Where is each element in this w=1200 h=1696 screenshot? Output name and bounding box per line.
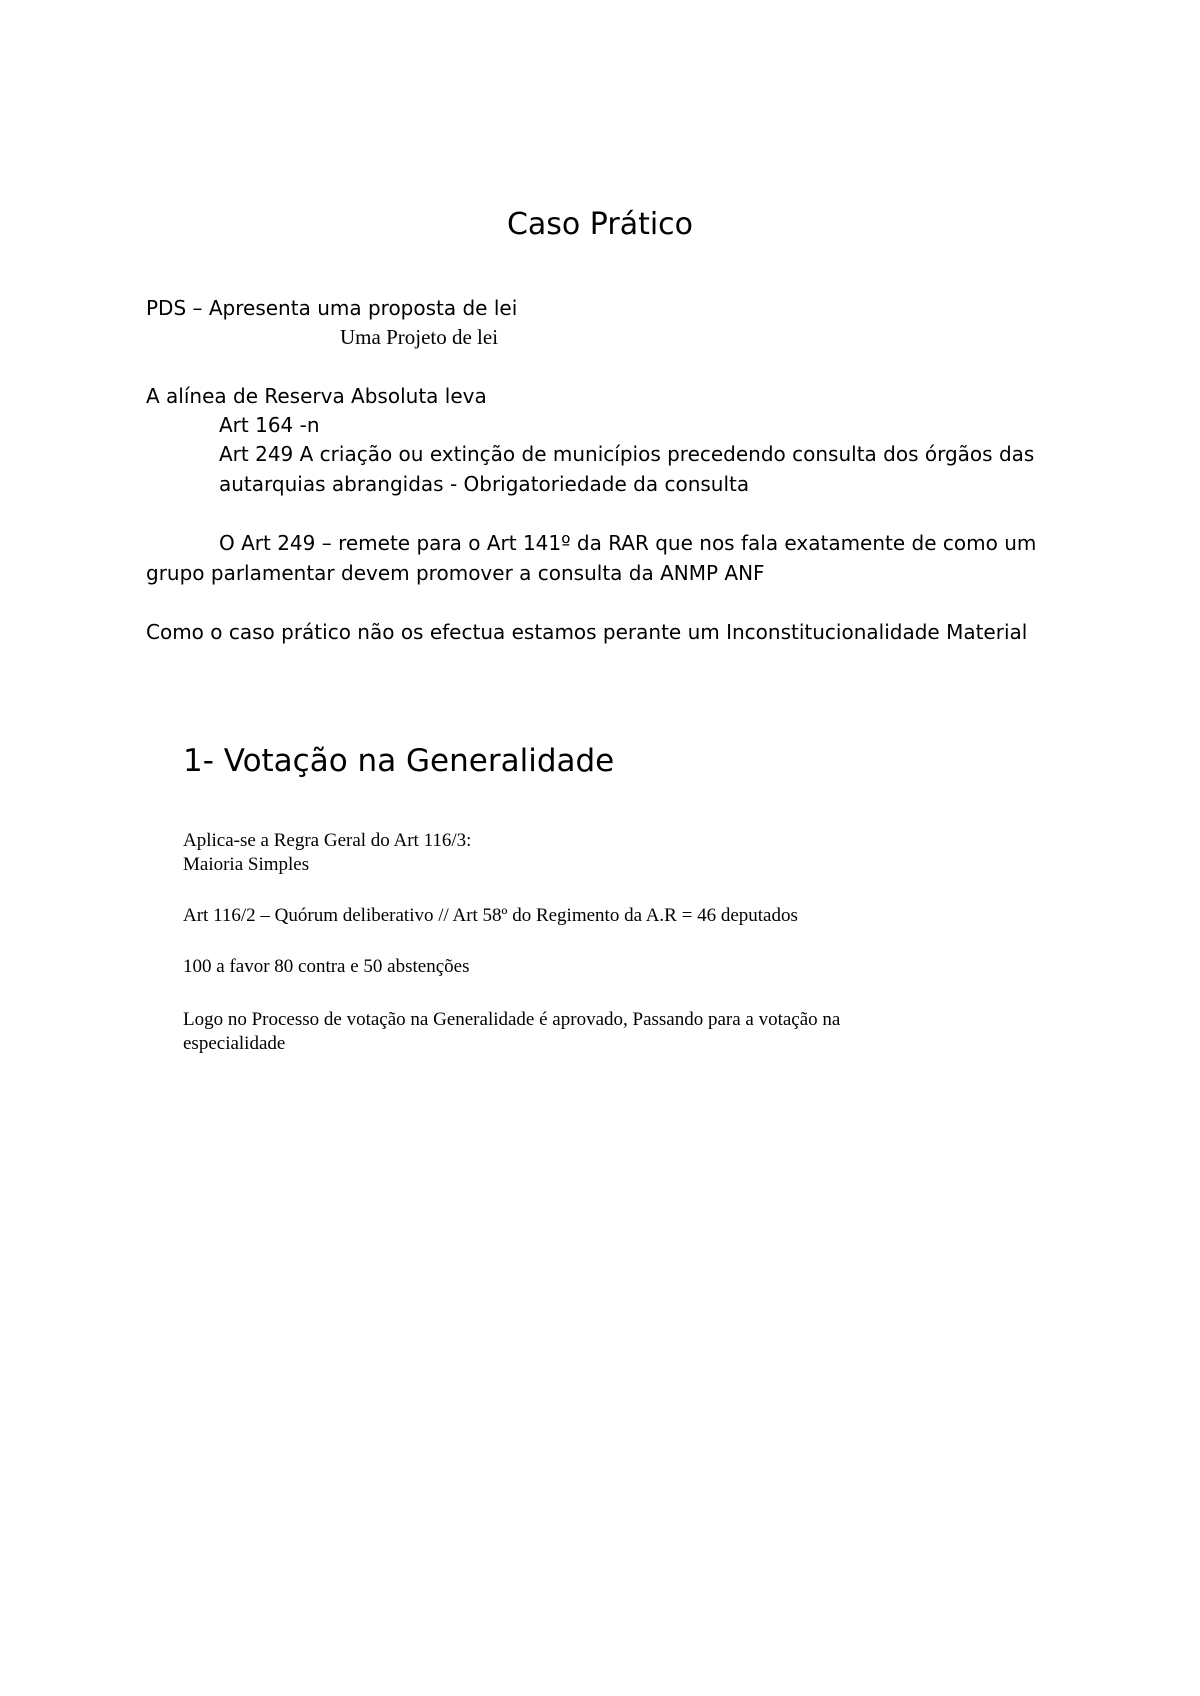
rule-line-1: Aplica-se a Regra Geral do Art 116/3: — [183, 830, 472, 851]
art141-line-2: grupo parlamentar devem promover a consulta da ANMP ANF — [146, 561, 765, 585]
art164-line: Art 164 -n — [219, 413, 320, 437]
quorum-line: Art 116/2 – Quórum deliberativo // Art 58º do Regimento da A.R = 46 deputados — [183, 905, 798, 926]
votes-line: 100 a favor 80 contra e 50 abstenções — [183, 956, 470, 977]
result-line-2: especialidade — [183, 1033, 286, 1054]
voting-heading: 1- Votação na Generalidade — [183, 743, 615, 779]
conclusion-line: Como o caso prático não os efectua estamos perante um Inconstitucionalidade Material — [146, 620, 1028, 644]
result-line-1: Logo no Processo de votação na Generalidade é aprovado, Passando para a votação na — [183, 1009, 841, 1030]
art249-line-1: Art 249 A criação ou extinção de municípios precedendo consulta dos órgãos das — [219, 442, 1035, 466]
reserve-intro: A alínea de Reserva Absoluta leva — [146, 384, 487, 408]
page-title: Caso Prático — [506, 207, 694, 242]
rule-line-2: Maioria Simples — [183, 854, 310, 875]
art249-line-2: autarquias abrangidas - Obrigatoriedade da consulta — [219, 472, 750, 496]
project-line: Uma Projeto de lei — [340, 325, 499, 349]
art141-line-1: O Art 249 – remete para o Art 141º da RAR que nos fala exatamente de como um — [219, 531, 1037, 555]
proposal-line: PDS – Apresenta uma proposta de lei — [146, 296, 518, 320]
